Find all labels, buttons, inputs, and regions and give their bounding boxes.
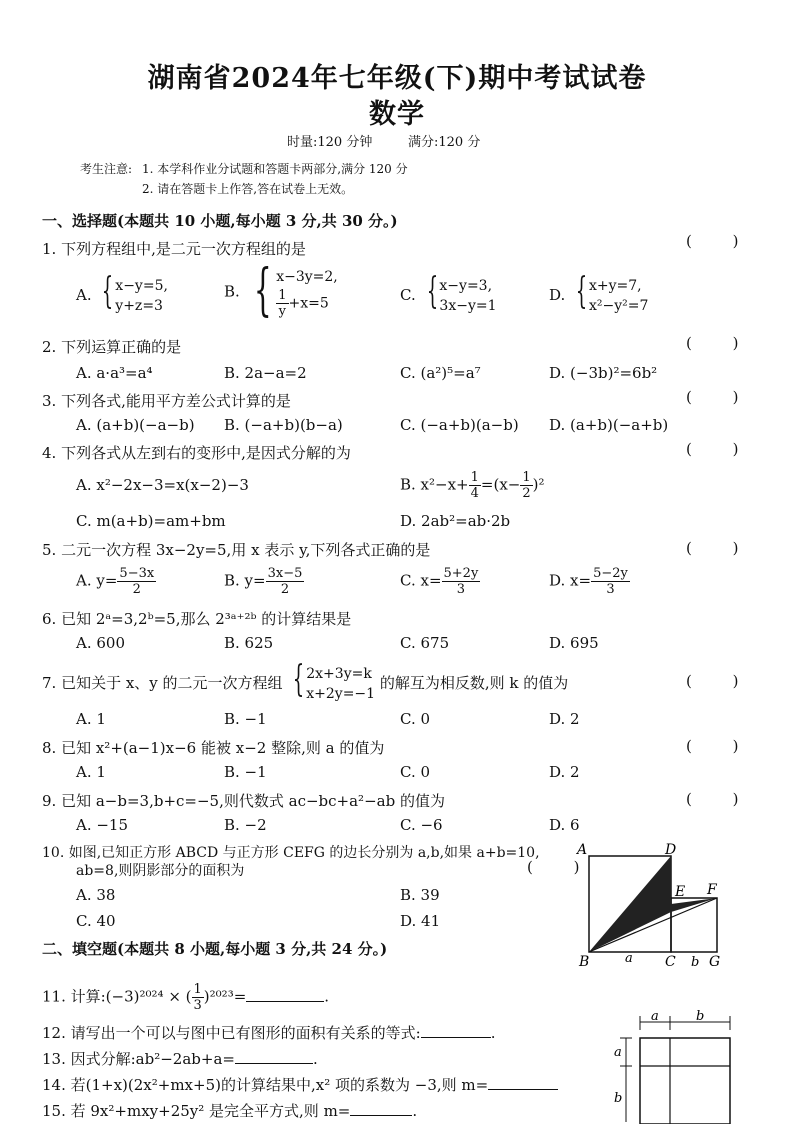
fraction bbox=[276, 288, 288, 319]
label-c-point: C bbox=[665, 954, 676, 970]
q8-option-d[interactable]: D. 2 bbox=[549, 763, 580, 781]
question-8-stem: 8. 已知 x²+(a−1)x−6 能被 x−2 整除,则 a 的值为 bbox=[42, 739, 385, 757]
expr-part: )² bbox=[532, 475, 545, 494]
answer-paren-9[interactable]: ( ) bbox=[686, 790, 757, 808]
q4-option-c[interactable]: C. m(a+b)=am+bm bbox=[76, 512, 226, 530]
stem-part: 12. 请写出一个可以与图中已有图形的面积有关系的等式: bbox=[42, 1024, 421, 1042]
answer-paren-7[interactable]: ( ) bbox=[686, 672, 757, 690]
equation: x−3y=2, bbox=[276, 269, 338, 285]
q1-option-a[interactable] bbox=[76, 271, 168, 316]
q4-option-b[interactable] bbox=[400, 470, 545, 501]
answer-blank-12[interactable] bbox=[421, 1037, 491, 1038]
answer-paren-3[interactable]: ( ) bbox=[686, 388, 757, 406]
exam-score: 满分:120 分 bbox=[408, 135, 481, 150]
question-6-stem: 6. 已知 2ᵃ=3,2ᵇ=5,那么 2³ᵃ⁺²ᵇ 的计算结果是 bbox=[42, 610, 352, 628]
denominator: 3 bbox=[456, 582, 466, 597]
stem-part: 13. 因式分解:ab²−2ab+a= bbox=[42, 1050, 235, 1068]
numerator: 1 bbox=[278, 288, 287, 303]
label-e-point: E bbox=[675, 884, 686, 900]
question-10-stem-line1: 10. 如图,已知正方形 ABCD 与正方形 CEFG 的边长分别为 a,b,如果 a+b=10, bbox=[42, 845, 540, 861]
label-left-a: a bbox=[614, 1045, 622, 1060]
question-9-stem: 9. 已知 a−b=3,b+c=−5,则代数式 ac−bc+a²−ab 的值为 bbox=[42, 792, 445, 810]
squares-figure bbox=[575, 838, 735, 970]
grid-figure bbox=[612, 1010, 734, 1124]
q4-option-a[interactable]: A. x²−2x−3=x(x−2)−3 bbox=[76, 476, 249, 494]
equation: x²−y²=7 bbox=[588, 298, 649, 314]
option-label: D. x= bbox=[549, 571, 592, 590]
expr-part: =(x− bbox=[480, 475, 521, 494]
fraction bbox=[117, 566, 156, 597]
label-g-point: G bbox=[709, 954, 721, 970]
label-side-b: b bbox=[691, 955, 700, 970]
question-4-stem: 4. 下列各式从左到右的变形中,是因式分解的为 bbox=[42, 444, 351, 462]
label-f-point: F bbox=[707, 882, 717, 898]
notice-2: 2. 请在答题卡上作答,答在试卷上无效。 bbox=[142, 182, 354, 196]
denominator: 2 bbox=[280, 582, 290, 597]
answer-blank-11[interactable] bbox=[246, 1001, 324, 1002]
expr-part: B. x²−x+ bbox=[400, 475, 469, 494]
question-3-stem: 3. 下列各式,能用平方差公式计算的是 bbox=[42, 392, 291, 410]
denominator: 3 bbox=[606, 582, 615, 597]
q5-option-a[interactable] bbox=[76, 566, 156, 597]
denominator: y bbox=[278, 304, 287, 319]
equation-system: { 2x+3y=k x+2y=−1 bbox=[293, 659, 376, 702]
numerator: 1 bbox=[470, 470, 479, 485]
denominator: 2 bbox=[522, 486, 531, 501]
equation-system: { x−y=5, y+z=3 bbox=[102, 271, 168, 314]
answer-paren-5[interactable]: ( ) bbox=[686, 539, 757, 557]
equation-rest: +x=5 bbox=[288, 295, 329, 312]
equation bbox=[276, 288, 338, 319]
label-top-b: b bbox=[696, 1010, 705, 1024]
notice-1: 1. 本学科作业分试题和答题卡两部分,满分 120 分 bbox=[142, 162, 408, 176]
equation: x−y=3, bbox=[439, 278, 493, 294]
q3-option-b[interactable]: B. (−a+b)(b−a) bbox=[224, 416, 343, 434]
shaded-triangle-2 bbox=[671, 898, 717, 912]
question-11 bbox=[42, 982, 329, 1013]
q9-option-b[interactable]: B. −2 bbox=[224, 816, 267, 834]
exam-time: 时量:120 分钟 bbox=[287, 135, 373, 150]
q6-option-c[interactable]: C. 675 bbox=[400, 634, 450, 652]
q2-option-c[interactable]: C. (a²)⁵=a⁷ bbox=[400, 364, 481, 382]
denominator: 2 bbox=[132, 582, 141, 597]
q5-option-c[interactable] bbox=[400, 566, 480, 597]
equation: y+z=3 bbox=[115, 298, 163, 314]
section-choice-title: 一、选择题(本题共 10 小题,每小题 3 分,共 30 分。) bbox=[42, 212, 398, 230]
stem-part: 的解互为相反数,则 k 的值为 bbox=[379, 674, 569, 692]
stem-part: )²⁰²³= bbox=[203, 987, 247, 1006]
stem-part: 15. 若 9x²+mxy+25y² 是完全平方式,则 m= bbox=[42, 1102, 351, 1120]
q6-option-d[interactable]: D. 695 bbox=[549, 634, 599, 652]
exam-title: 湖南省2024年七年级(下)期中考试试卷 bbox=[147, 63, 647, 94]
question-13 bbox=[42, 1048, 318, 1069]
q3-option-a[interactable]: A. (a+b)(−a−b) bbox=[76, 416, 195, 434]
fraction bbox=[520, 470, 532, 501]
stem-end: . bbox=[412, 1102, 418, 1120]
q10-option-c[interactable]: C. 40 bbox=[76, 912, 116, 930]
question-7-stem bbox=[42, 659, 569, 704]
numerator: 1 bbox=[193, 982, 202, 997]
option-label: A. y= bbox=[76, 571, 118, 590]
equation-system: { x−y=3, 3x−y=1 bbox=[426, 271, 497, 314]
q1-option-b[interactable] bbox=[224, 258, 338, 323]
q10-option-b[interactable]: B. 39 bbox=[400, 886, 440, 904]
equation: 2x+3y=k bbox=[306, 666, 372, 682]
q7-option-c[interactable]: C. 0 bbox=[400, 710, 431, 728]
label-b-point: B bbox=[579, 954, 590, 970]
q10-option-a[interactable]: A. 38 bbox=[76, 886, 116, 904]
numerator: 5−2y bbox=[593, 566, 628, 581]
q3-option-d[interactable]: D. (a+b)(−a+b) bbox=[549, 416, 669, 434]
numerator: 3x−5 bbox=[267, 566, 303, 581]
question-12 bbox=[42, 1022, 495, 1043]
fraction bbox=[469, 470, 481, 501]
q8-option-c[interactable]: C. 0 bbox=[400, 763, 431, 781]
numerator: 1 bbox=[522, 470, 531, 485]
q9-option-d[interactable]: D. 6 bbox=[549, 816, 580, 834]
question-14 bbox=[42, 1074, 558, 1095]
answer-blank-15[interactable] bbox=[350, 1115, 412, 1116]
answer-blank-14[interactable] bbox=[488, 1089, 558, 1090]
section-fill-title: 二、填空题(本题共 8 小题,每小题 3 分,共 24 分。) bbox=[42, 940, 388, 958]
option-label: B. y= bbox=[224, 571, 266, 590]
outer-square bbox=[640, 1038, 730, 1124]
answer-paren-10[interactable]: ( ) bbox=[527, 858, 598, 876]
question-15 bbox=[42, 1100, 417, 1121]
label-left-b: b bbox=[614, 1091, 623, 1106]
question-1-stem: 1. 下列方程组中,是二元一次方程组的是 bbox=[42, 240, 306, 258]
fraction bbox=[442, 566, 481, 597]
equation: 3x−y=1 bbox=[439, 298, 497, 314]
question-10-stem-line2: ab=8,则阴影部分的面积为 bbox=[76, 863, 245, 879]
q9-option-a[interactable]: A. −15 bbox=[76, 816, 129, 834]
q4-option-d[interactable]: D. 2ab²=ab·2b bbox=[400, 512, 511, 530]
fraction bbox=[266, 566, 305, 597]
q8-option-b[interactable]: B. −1 bbox=[224, 763, 267, 781]
stem-part: 14. 若(1+x)(2x²+mx+5)的计算结果中,x² 项的系数为 −3,则 m= bbox=[42, 1076, 489, 1094]
stem-end: . bbox=[490, 1024, 496, 1042]
denominator: 3 bbox=[193, 998, 202, 1013]
answer-blank-13[interactable] bbox=[235, 1063, 313, 1064]
shaded-triangle-1 bbox=[589, 856, 671, 952]
option-label: C. bbox=[400, 286, 416, 304]
q2-option-d[interactable]: D. (−3b)²=6b² bbox=[549, 364, 658, 382]
fraction bbox=[591, 566, 630, 597]
label-a-point: A bbox=[577, 842, 588, 858]
stem-end: . bbox=[324, 987, 330, 1006]
option-label: D. bbox=[549, 286, 566, 304]
equation: x+2y=−1 bbox=[306, 686, 376, 702]
q10-option-d[interactable]: D. 41 bbox=[400, 912, 441, 930]
equation: x−y=5, bbox=[115, 278, 168, 294]
q6-option-a[interactable]: A. 600 bbox=[76, 634, 125, 652]
numerator: 5−3x bbox=[119, 566, 155, 581]
answer-paren-8[interactable]: ( ) bbox=[686, 737, 757, 755]
q5-option-b[interactable] bbox=[224, 566, 304, 597]
q2-option-a[interactable]: A. a·a³=a⁴ bbox=[76, 364, 153, 382]
label-side-a: a bbox=[625, 951, 633, 966]
q1-option-d[interactable] bbox=[549, 271, 649, 316]
answer-paren-1[interactable]: ( ) bbox=[686, 232, 757, 250]
q7-option-b[interactable]: B. −1 bbox=[224, 710, 267, 728]
question-5-stem: 5. 二元一次方程 3x−2y=5,用 x 表示 y,下列各式正确的是 bbox=[42, 541, 431, 559]
answer-paren-4[interactable]: ( ) bbox=[686, 440, 757, 458]
stem-part: 7. 已知关于 x、y 的二元一次方程组 bbox=[42, 674, 283, 692]
question-2-stem: 2. 下列运算正确的是 bbox=[42, 338, 182, 356]
stem-part: 11. 计算:(−3)²⁰²⁴ × ( bbox=[42, 987, 192, 1006]
equation-system: { x+y=7, x²−y²=7 bbox=[575, 271, 649, 314]
q6-option-b[interactable]: B. 625 bbox=[224, 634, 274, 652]
label-top-a: a bbox=[651, 1010, 659, 1024]
equation-system: { x−3y=2, $\frac{1}{y}$ +x=5 bbox=[253, 258, 338, 323]
stem-end: . bbox=[312, 1050, 318, 1068]
option-label: A. bbox=[76, 286, 92, 304]
notice-label: 考生注意: bbox=[80, 162, 133, 176]
denominator: 4 bbox=[470, 486, 479, 501]
q7-option-d[interactable]: D. 2 bbox=[549, 710, 580, 728]
q5-option-d[interactable] bbox=[549, 566, 630, 597]
fraction bbox=[192, 982, 204, 1013]
subject-title: 数学 bbox=[369, 99, 425, 130]
q8-option-a[interactable]: A. 1 bbox=[76, 763, 106, 781]
label-d-point: D bbox=[665, 842, 677, 858]
equation: x+y=7, bbox=[588, 278, 642, 294]
option-label: C. x= bbox=[400, 571, 442, 590]
q1-option-c[interactable] bbox=[400, 271, 497, 316]
numerator: 5+2y bbox=[443, 566, 479, 581]
q9-option-c[interactable]: C. −6 bbox=[400, 816, 443, 834]
q3-option-c[interactable]: C. (−a+b)(a−b) bbox=[400, 416, 519, 434]
option-label: B. bbox=[224, 282, 240, 301]
answer-paren-2[interactable]: ( ) bbox=[686, 334, 757, 352]
q7-option-a[interactable]: A. 1 bbox=[76, 710, 106, 728]
q2-option-b[interactable]: B. 2a−a=2 bbox=[224, 364, 307, 382]
